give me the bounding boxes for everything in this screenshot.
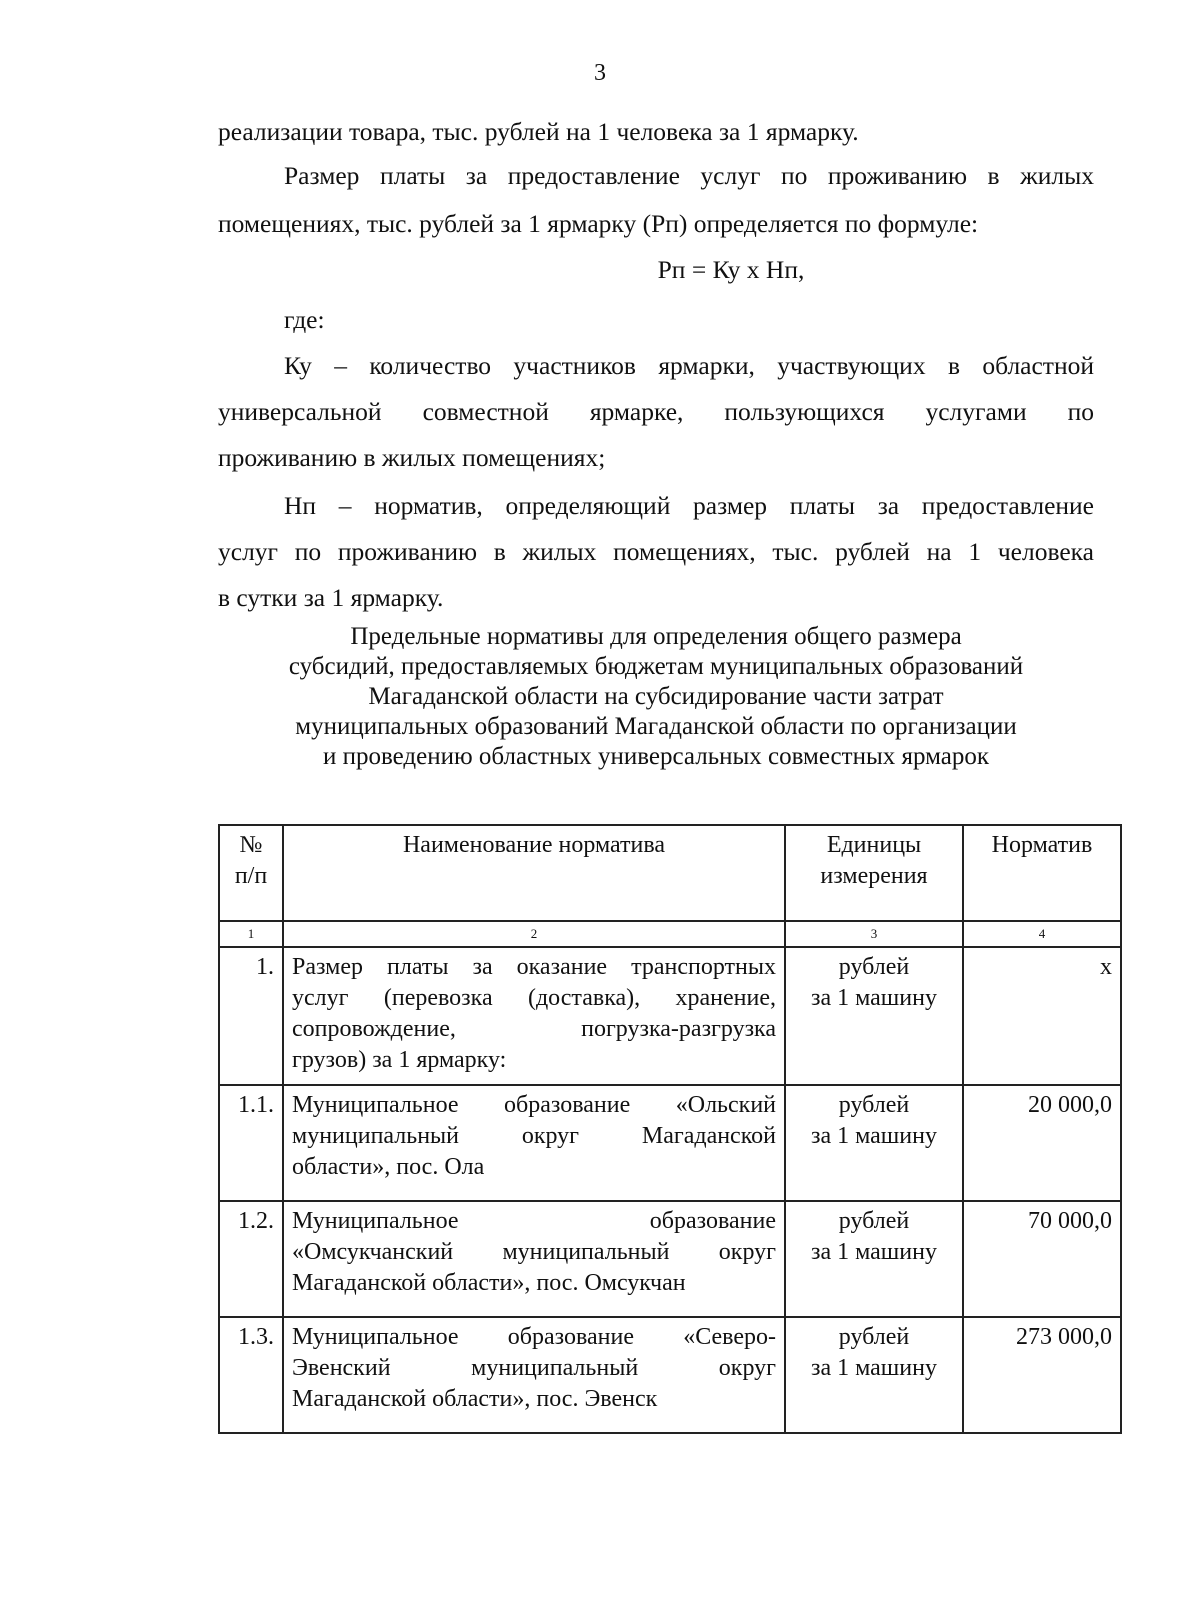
row-name-line: Магаданской области», пос. Омсукчан [292,1270,686,1296]
row-name-line: Муниципальное образование [292,1208,776,1234]
column-number-row [219,921,1121,947]
row-name-line: грузов) за 1 ярмарку: [292,1047,507,1073]
table-heading-line: Магаданской области на субсидирование части затрат [368,683,944,710]
row-value: х [963,947,1121,1085]
row-value: 70 000,0 [963,1201,1121,1317]
header-value: Норматив [963,825,1121,921]
row-unit-line: рублей [838,954,910,980]
row-unit-line: за 1 машину [811,985,937,1011]
row-unit [785,1201,963,1317]
text-line: Нп – норматив, определяющий размер платы за предоставление [284,491,1094,520]
table-heading-line: муниципальных образований Магаданской области по организации [295,713,1017,740]
row-unit [785,947,963,1085]
page-number: 3 [594,60,606,86]
table-row [219,1085,1121,1201]
text-line: реализации товара, тыс. рублей на 1 человека за 1 ярмарку. [218,117,859,146]
row-unit [785,1085,963,1201]
text-line: Размер платы за предоставление услуг по проживанию в жилых [284,161,1094,190]
row-value: 20 000,0 [963,1085,1121,1201]
header-name: Наименование норматива [283,825,785,921]
column-number: 1 [219,921,283,947]
text-line: в сутки за 1 ярмарку. [218,583,444,612]
row-name [283,947,785,1085]
text-line: универсальной совместной ярмарке, пользующихся услугами по [218,397,1094,426]
row-name-line: Магаданской области», пос. Эвенск [292,1386,658,1412]
column-number: 4 [963,921,1121,947]
row-name-line: «Омсукчанский муниципальный округ [292,1239,776,1265]
text-line: помещениях, тыс. рублей за 1 ярмарку (Рп) определяется по формуле: [218,209,979,238]
row-unit [785,1317,963,1433]
row-name [283,1201,785,1317]
row-unit-line: рублей [838,1324,910,1350]
row-unit-line: за 1 машину [811,1239,937,1265]
column-number: 2 [283,921,785,947]
row-value: 273 000,0 [963,1317,1121,1433]
row-unit-line: за 1 машину [811,1123,937,1149]
paragraph-np-definition [218,490,1094,614]
formula: Рп = Ку х Нп, [657,255,805,284]
row-number: 1. [219,947,283,1085]
table-heading-line: Предельные нормативы для определения общего размера [350,623,962,650]
row-number: 1.3. [219,1317,283,1433]
table-row [219,1317,1121,1433]
row-name-line: Муниципальное образование «Ольский [292,1092,776,1118]
row-unit-line: рублей [838,1208,910,1234]
row-unit-line: рублей [838,1092,910,1118]
row-number: 1.2. [219,1201,283,1317]
row-number: 1.1. [219,1085,283,1201]
where-label: где: [284,305,325,334]
table-heading-line: субсидий, предоставляемых бюджетам муниципальных образований [288,653,1024,680]
row-name [283,1085,785,1201]
paragraph-ku-definition [218,350,1094,474]
norms-table [218,824,1122,1434]
row-name-line: сопровождение, погрузка-разгрузка [292,1016,776,1042]
table-row [219,1201,1121,1317]
column-number: 3 [785,921,963,947]
text-line: Ку – количество участников ярмарки, участвующих в областной [284,351,1094,380]
header-unit: Единицы измерения [785,825,963,921]
row-name-line: области», пос. Ола [292,1154,485,1180]
paragraph-fee-definition [218,160,1094,240]
table-row [219,947,1121,1085]
paragraph-continuation [218,116,1094,148]
row-unit-line: за 1 машину [811,1355,937,1381]
table-heading-line: и проведению областных универсальных совместных ярмарок [322,743,990,770]
text-line: услуг по проживанию в жилых помещениях, тыс. рублей на 1 человека [218,537,1094,566]
row-name-line: муниципальный округ Магаданской [292,1123,776,1149]
row-name-line: Муниципальное образование «Северо- [292,1324,776,1350]
row-name [283,1317,785,1433]
header-number: № п/п [219,825,283,921]
text-line: проживанию в жилых помещениях; [218,443,606,472]
row-name-line: Размер платы за оказание транспортных [292,954,776,980]
row-name-line: Эвенский муниципальный округ [292,1355,776,1381]
row-name-line: услуг (перевозка (доставка), хранение, [292,985,776,1011]
table-header-row [219,825,1121,921]
